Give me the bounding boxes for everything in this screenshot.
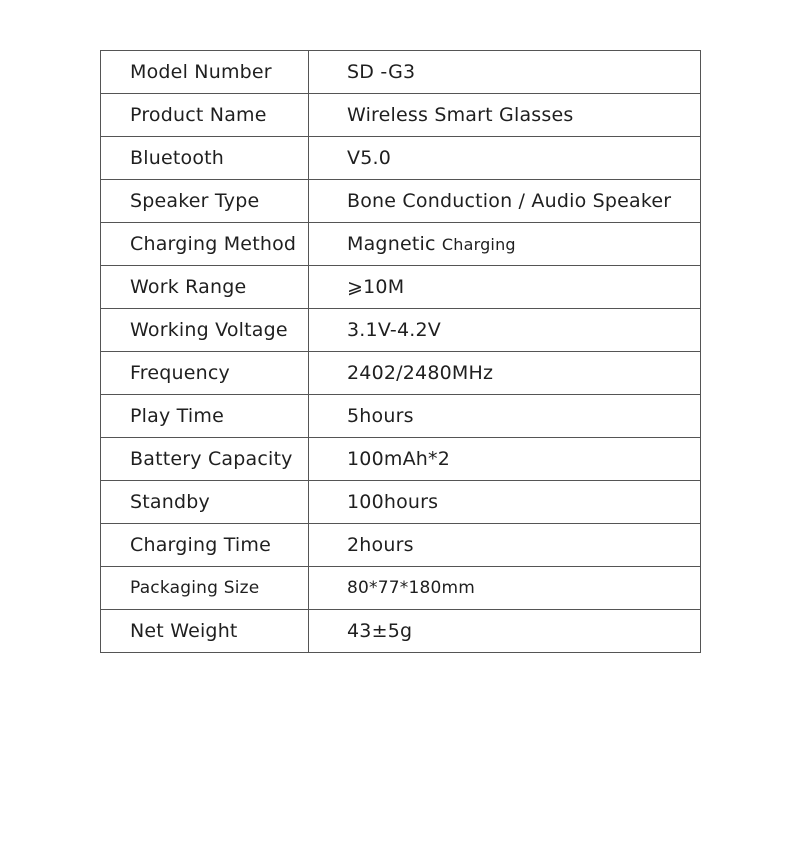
spec-row-bluetooth (101, 137, 701, 180)
spec-value: 2hours (309, 524, 701, 567)
spec-row-model-number (101, 51, 701, 94)
spec-row-play-time (101, 395, 701, 438)
spec-row-net-weight (101, 610, 701, 653)
spec-value: 100hours (309, 481, 701, 524)
spec-label: Speaker Type (101, 180, 309, 223)
spec-label: Working Voltage (101, 309, 309, 352)
spec-value-suffix: Charging (441, 235, 516, 254)
spec-row-standby (101, 481, 701, 524)
spec-row-charging-time (101, 524, 701, 567)
spec-row-product-name (101, 94, 701, 137)
spec-label: Model Number (101, 51, 309, 94)
spec-value: Bone Conduction / Audio Speaker (309, 180, 701, 223)
spec-value: 43±5g (309, 610, 701, 653)
spec-row-charging-method (101, 223, 701, 266)
spec-value: ⩾10M (309, 266, 701, 309)
spec-table (100, 50, 701, 653)
spec-value-main: Magnetic (347, 233, 436, 255)
spec-label: Charging Method (101, 223, 309, 266)
spec-label: Bluetooth (101, 137, 309, 180)
spec-row-speaker-type (101, 180, 701, 223)
spec-value (309, 223, 701, 266)
spec-value: 3.1V-4.2V (309, 309, 701, 352)
spec-row-frequency (101, 352, 701, 395)
spec-label: Play Time (101, 395, 309, 438)
spec-value: Wireless Smart Glasses (309, 94, 701, 137)
spec-label: Frequency (101, 352, 309, 395)
spec-value: 80*77*180mm (309, 567, 701, 610)
spec-label: Standby (101, 481, 309, 524)
spec-row-work-range (101, 266, 701, 309)
spec-label: Charging Time (101, 524, 309, 567)
spec-value: 100mAh*2 (309, 438, 701, 481)
spec-row-packaging-size (101, 567, 701, 610)
spec-value: 2402/2480MHz (309, 352, 701, 395)
spec-label: Product Name (101, 94, 309, 137)
spec-label: Work Range (101, 266, 309, 309)
spec-value: V5.0 (309, 137, 701, 180)
spec-label: Battery Capacity (101, 438, 309, 481)
spec-row-working-voltage (101, 309, 701, 352)
spec-label: Net Weight (101, 610, 309, 653)
spec-label: Packaging Size (101, 567, 309, 610)
spec-row-battery-capacity (101, 438, 701, 481)
spec-value: SD -G3 (309, 51, 701, 94)
spec-value: 5hours (309, 395, 701, 438)
